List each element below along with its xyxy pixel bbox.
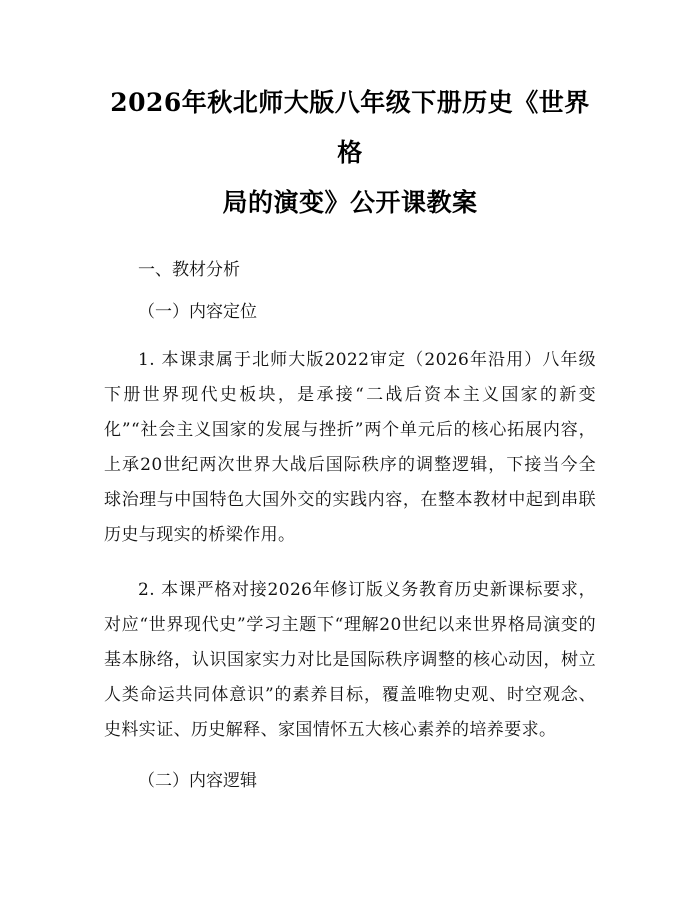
paragraph-content-positioning-1: 1. 本课隶属于北师大版2022审定（2026年沿用）八年级下册世界现代史板块，是承接“二战后资本主义国家的新变化”“社会主义国家的发展与挫折”两个单元后的核心拓展内容，上承20世纪两次世界大战后国际秩序的调整逻辑，下接当今全球治理与中国特色大国外交的实践内容，在整本教材中起到串联历史与现实的桥梁作用。 [104, 350, 596, 545]
document-title-line-1: 2026年秋北师大版八年级下册历史《世界格 [110, 88, 590, 167]
subsection-heading-content-logic: （二）内容逻辑 [138, 771, 257, 791]
subsection-heading-content-positioning: （一）内容定位 [138, 302, 257, 322]
paragraph-content-positioning-2: 2. 本课严格对接2026年修订版义务教育历史新课标要求，对应“世界现代史”学习主题下“理解20世纪以来世界格局演变的基本脉络，认识国家实力对比是国际秩序调整的核心动因，树立人类命运共同体意识”的素养目标，覆盖唯物史观、时空观念、史料实证、历史解释、家国情怀五大核心素养的培养要求。 [104, 580, 596, 740]
document-title-line-2: 局的演变》公开课教案 [222, 188, 478, 217]
section-heading-textbook-analysis: 一、教材分析 [138, 260, 240, 280]
document-title [104, 78, 596, 228]
